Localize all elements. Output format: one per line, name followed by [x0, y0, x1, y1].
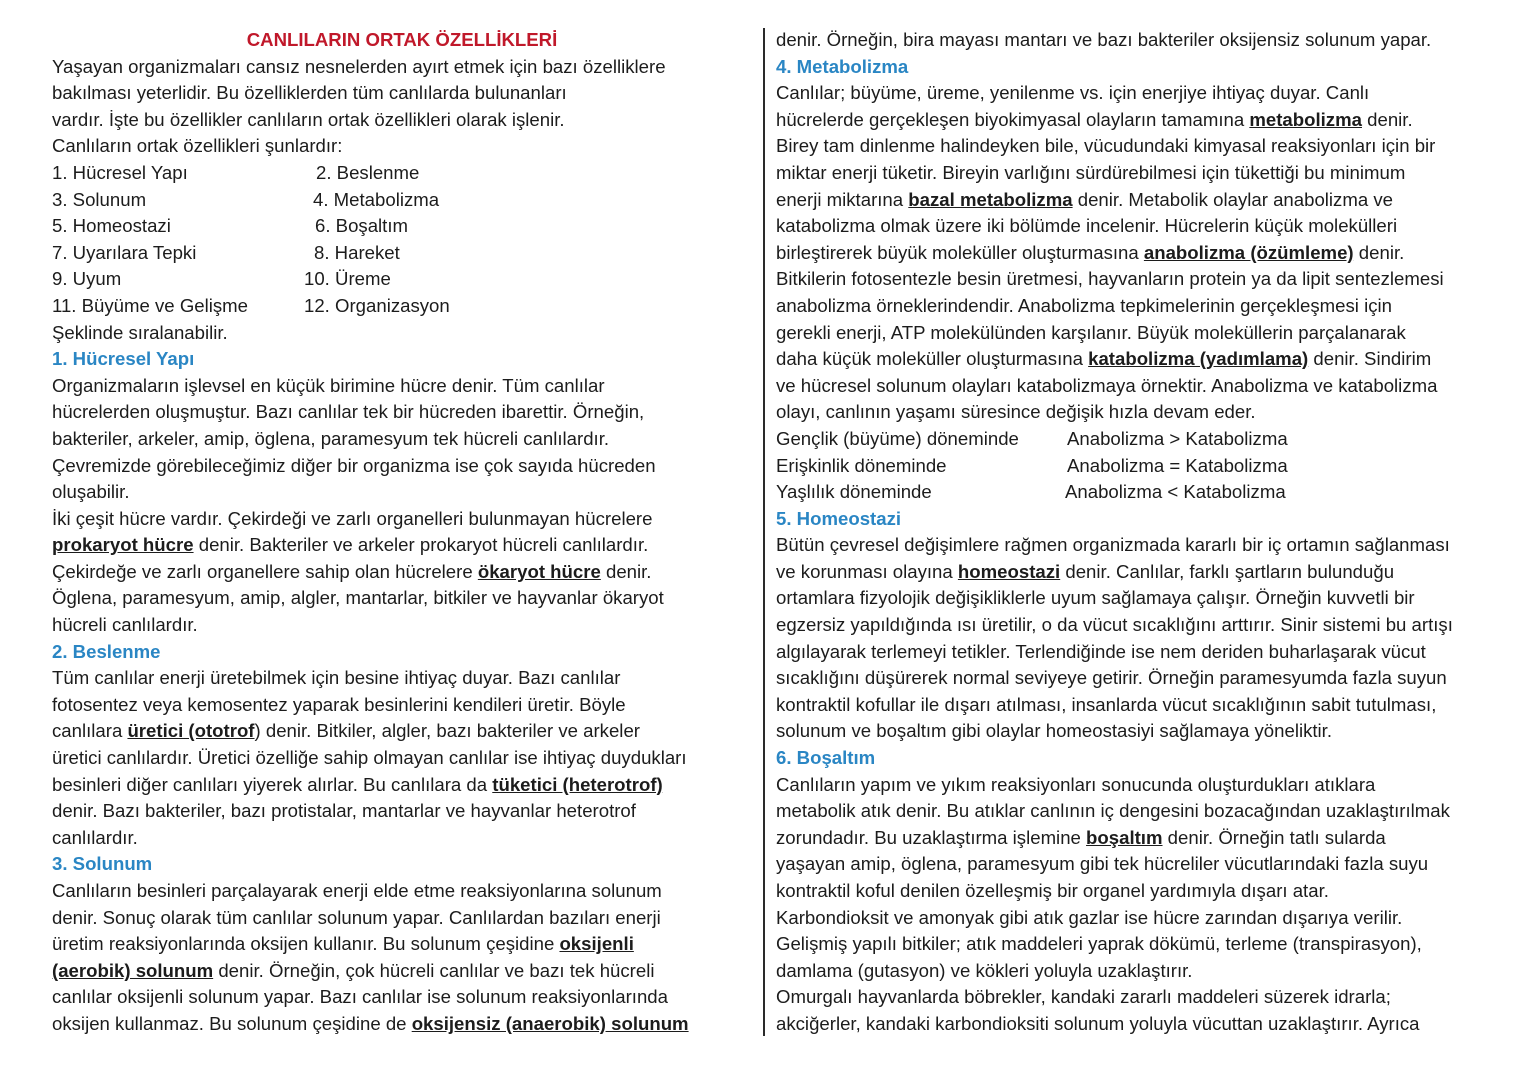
text-line: egzersiz yapıldığında ısı üretilir, o da vücut sıcaklığını arttırır. Sinir sistemi bu artışı	[776, 614, 1453, 636]
key-term: (aerobik) solunum	[52, 959, 214, 981]
text-line: damlama (gutasyon) ve kökleri yoluyla uzaklaştırır.	[776, 959, 1193, 981]
feature-item: 10. Üreme	[304, 268, 391, 290]
text-line: canlılardır.	[52, 826, 138, 848]
text-line	[52, 772, 747, 799]
text-line	[52, 1011, 747, 1038]
text-line: bakteriler, arkeler, amip, öglena, paramesyum tek hücreli canlılardır.	[52, 427, 610, 449]
text-line: canlılar oksijenli solunum yapar. Bazı canlılar ise solunum reaksiyonlarında	[52, 986, 668, 1008]
text-run: birleştirerek büyük moleküller oluşturmasına	[776, 241, 1144, 263]
text-line	[776, 346, 1511, 373]
text-line: vardır. İşte bu özellikler canlıların ortak özellikleri olarak işlenir.	[52, 108, 565, 130]
text-line: Öglena, paramesyum, amip, algler, mantarlar, bitkiler ve hayvanlar ökaryot	[52, 587, 664, 609]
feature-row	[52, 187, 747, 214]
text-line: fotosentez veya kemosentez yaparak besinlerini kendileri üretir. Böyle	[52, 693, 626, 715]
text-line: kontraktil koful denilen özelleşmiş bir organel yardımıyla dışarı atar.	[776, 880, 1329, 901]
feature-row	[52, 213, 747, 240]
text-line: Bütün çevresel değişimlere rağmen organizmada kararlı bir iç ortamın sağlanması	[776, 534, 1450, 556]
text-run: besinleri diğer canlıları yiyerek alırlar. Bu canlılara da	[52, 773, 493, 795]
phase-label: Yaşlılık döneminde	[776, 481, 932, 503]
section-heading-solunum: 3. Solunum	[52, 853, 153, 875]
text-line: Bitkilerin fotosentezle besin üretmesi, hayvanların protein ya da lipit sentezlemesi	[776, 268, 1444, 290]
key-term: katabolizma (yadımlama)	[1088, 348, 1309, 370]
text-line: Canlıların ortak özellikleri şunlardır:	[52, 135, 343, 157]
text-line	[776, 187, 1511, 214]
feature-item: 11. Büyüme ve Gelişme	[52, 294, 249, 316]
feature-item: 8. Hareket	[314, 241, 400, 263]
feature-item: 9. Uyum	[52, 268, 122, 290]
feature-item: 12. Organizasyon	[304, 294, 450, 316]
phase-row	[776, 426, 1511, 453]
text-run: denir. Bakteriler ve arkeler prokaryot hücreli canlılardır.	[193, 534, 649, 556]
text-run: enerji miktarına	[776, 188, 909, 210]
key-term: boşaltım	[1086, 826, 1163, 848]
section-heading-hucresel-yapi: 1. Hücresel Yapı	[52, 348, 195, 370]
text-line: Şeklinde sıralanabilir.	[52, 321, 228, 343]
text-line: katabolizma olmak üzere iki bölümde incelenir. Hücrelerin küçük molekülleri	[776, 215, 1398, 237]
text-line	[52, 958, 747, 985]
text-line	[776, 240, 1511, 267]
feature-item: 4. Metabolizma	[313, 188, 440, 210]
text-run: üretim reaksiyonlarında oksijen kullanır. Bu solunum çeşidine	[52, 933, 560, 955]
section-heading-beslenme: 2. Beslenme	[52, 640, 161, 662]
phase-label: Erişkinlik döneminde	[776, 454, 947, 476]
text-line: oluşabilir.	[52, 481, 130, 503]
text-line: Organizmaların işlevsel en küçük birimine hücre denir. Tüm canlılar	[52, 374, 605, 396]
feature-row	[52, 266, 747, 293]
text-line: Çevremizde görebileceğimiz diğer bir organizma ise çok sayıda hücreden	[52, 454, 656, 476]
text-line: anabolizma örneklerindendir. Anabolizma tepkimelerinin gerçekleşmesi için	[776, 294, 1392, 316]
phase-row	[776, 453, 1511, 480]
text-line: İki çeşit hücre vardır. Çekirdeği ve zarlı organelleri bulunmayan hücrelere	[52, 507, 653, 529]
text-line: Karbondioksit ve amonyak gibi atık gazlar ise hücre zarından dışarıya verilir.	[776, 906, 1403, 928]
phase-row	[776, 479, 1511, 506]
text-line: bakılması yeterlidir. Bu özelliklerden tüm canlılarda bulunanları	[52, 82, 567, 104]
key-term: bazal metabolizma	[908, 188, 1073, 210]
text-line: üretici canlılardır. Üretici özelliğe sahip olmayan canlılar ise ihtiyaç duydukları	[52, 747, 687, 769]
text-line: miktar enerji tüketir. Bireyin varlığını sürdürebilmesi için tükettiği bu minimum	[776, 161, 1406, 183]
text-line	[776, 559, 1511, 586]
text-line: gerekli enerji, ATP molekülünden karşılanır. Büyük moleküllerin parçalanarak	[776, 321, 1406, 343]
key-term: anabolizma (özümleme)	[1143, 241, 1354, 263]
key-term: ökaryot hücre	[477, 560, 601, 582]
text-line: denir. Örneğin, bira mayası mantarı ve bazı bakteriler oksijensiz solunum yapar.	[776, 29, 1432, 50]
column-divider	[763, 28, 765, 1036]
text-run: denir. Örneğin tatlı sularda	[1162, 826, 1386, 848]
key-term: prokaryot hücre	[52, 534, 194, 556]
text-run: daha küçük moleküller oluşturmasına	[776, 348, 1089, 370]
text-line: denir. Sonuç olarak tüm canlılar solunum yapar. Canlılardan bazıları enerji	[52, 906, 661, 928]
text-line: Canlıların yapım ve yıkım reaksiyonları sonucunda oluşturdukları atıklara	[776, 773, 1376, 795]
text-run: denir. Canlılar, farklı şartların bulunduğu	[1060, 560, 1395, 582]
key-term: üretici (ototrof	[127, 720, 255, 742]
text-run: denir.	[600, 560, 652, 582]
text-line	[52, 559, 747, 586]
text-line: metabolik atık denir. Bu atıklar canlının iç dengesini bozacağından uzaklaştırılmak	[776, 800, 1450, 822]
text-line: hücreli canlılardır.	[52, 614, 198, 636]
text-line: Canlıların besinleri parçalayarak enerji elde etme reaksiyonlarına solunum	[52, 880, 662, 901]
text-line	[52, 718, 747, 745]
phase-relation: Anabolizma > Katabolizma	[1067, 427, 1288, 449]
feature-row	[52, 160, 747, 187]
key-term: metabolizma	[1249, 108, 1362, 130]
text-line	[776, 107, 1511, 134]
text-line: ortamlara fizyolojik değişikliklerle uyum sağlamaya çalışır. Örneğin kuvvetli bir	[776, 587, 1415, 609]
text-line: Tüm canlılar enerji üretebilmek için besine ihtiyaç duyar. Bazı canlılar	[52, 667, 621, 689]
text-line: hücrelerden oluşmuştur. Bazı canlılar tek bir hücreden ibarettir. Örneğin,	[52, 401, 645, 423]
text-line: Birey tam dinlenme halindeyken bile, vücudundaki kimyasal reaksiyonları için bir	[776, 135, 1436, 157]
text-run: Çekirdeğe ve zarlı organellere sahip olan hücrelere	[52, 560, 478, 582]
right-column	[776, 27, 1511, 1038]
text-line: Omurgalı hayvanlarda böbrekler, kandaki zararlı maddeleri süzerek idrarla;	[776, 986, 1391, 1008]
text-line: akciğerler, kandaki karbondioksiti solunum yoluyla vücuttan uzaklaştırır. Ayrıca	[776, 1012, 1420, 1034]
text-line: Yaşayan organizmaları cansız nesnelerden ayırt etmek için bazı özelliklere	[52, 55, 666, 77]
text-run: denir.	[1353, 241, 1405, 263]
text-run: oksijen kullanmaz. Bu solunum çeşidine de	[52, 1012, 412, 1034]
phase-label: Gençlik (büyüme) döneminde	[776, 427, 1019, 449]
key-term: oksijensiz (anaerobik) solunum	[411, 1012, 689, 1034]
text-run: hücrelerde gerçekleşen biyokimyasal olayların tamamına	[776, 108, 1250, 130]
text-line	[52, 931, 747, 958]
feature-item: 3. Solunum	[52, 188, 147, 210]
key-term: tüketici (heterotrof)	[492, 773, 663, 795]
text-line: denir. Bazı bakteriler, bazı protistalar, mantarlar ve hayvanlar heterotrof	[52, 800, 636, 822]
text-line: Gelişmiş yapılı bitkiler; atık maddeleri yaprak dökümü, terleme (transpirasyon),	[776, 933, 1422, 955]
feature-row	[52, 293, 747, 320]
text-line: Canlılar; büyüme, üreme, yenilenme vs. için enerjiye ihtiyaç duyar. Canlı	[776, 82, 1370, 104]
text-line: yaşayan amip, öglena, paramesyum gibi tek hücreliler vücutlarındaki fazla suyu	[776, 853, 1429, 875]
key-term: homeostazi	[957, 560, 1061, 582]
text-run: ve korunması olayına	[776, 560, 958, 582]
text-line: ve hücresel solunum olayları katabolizmaya örnektir. Anabolizma ve katabolizma	[776, 374, 1438, 396]
text-line: algılayarak terlemeyi tetikler. Terlendiğinde ise nem deriden buharlaşarak vücut	[776, 640, 1426, 662]
text-line: kontraktil kofullar ile dışarı atılması, insanlarda vücut sıcaklığının sabit tutulması,	[776, 693, 1437, 715]
left-column	[52, 27, 747, 1038]
feature-item: 5. Homeostazi	[52, 215, 171, 237]
text-run: denir. Metabolik olaylar anabolizma ve	[1072, 188, 1393, 210]
feature-item: 2. Beslenme	[316, 161, 420, 183]
text-line	[52, 532, 747, 559]
feature-item: 7. Uyarılara Tepki	[52, 241, 197, 263]
phase-relation: Anabolizma < Katabolizma	[1065, 481, 1286, 503]
text-line: sıcaklığını düşürerek normal seviyeye getirir. Örneğin paramesyumda fazla suyun	[776, 667, 1447, 689]
text-run: denir. Örneğin, çok hücreli canlılar ve bazı tek hücreli	[213, 959, 655, 981]
text-run: denir. Sindirim	[1308, 348, 1432, 370]
text-line: olayı, canlının yaşamı süresince değişik hızla devam eder.	[776, 401, 1256, 423]
text-run: denir.	[1361, 108, 1413, 130]
section-heading-bosaltim: 6. Boşaltım	[776, 747, 876, 769]
key-term: oksijenli	[559, 933, 634, 955]
text-run: ) denir. Bitkiler, algler, bazı bakteriler ve arkeler	[254, 720, 640, 742]
feature-item: 6. Boşaltım	[315, 215, 409, 237]
feature-item: 1. Hücresel Yapı	[52, 161, 188, 183]
text-run: canlılara	[52, 720, 128, 742]
section-heading-metabolizma: 4. Metabolizma	[776, 55, 909, 77]
text-line	[776, 825, 1511, 852]
text-run: zorundadır. Bu uzaklaştırma işlemine	[776, 826, 1087, 848]
feature-row	[52, 240, 747, 267]
section-heading-homeostazi: 5. Homeostazi	[776, 507, 902, 529]
text-line: solunum ve boşaltım gibi olaylar homeostasiyi sağlamaya yöneliktir.	[776, 720, 1333, 742]
page-title: CANLILARIN ORTAK ÖZELLİKLERİ	[246, 29, 558, 50]
phase-relation: Anabolizma = Katabolizma	[1067, 454, 1288, 476]
